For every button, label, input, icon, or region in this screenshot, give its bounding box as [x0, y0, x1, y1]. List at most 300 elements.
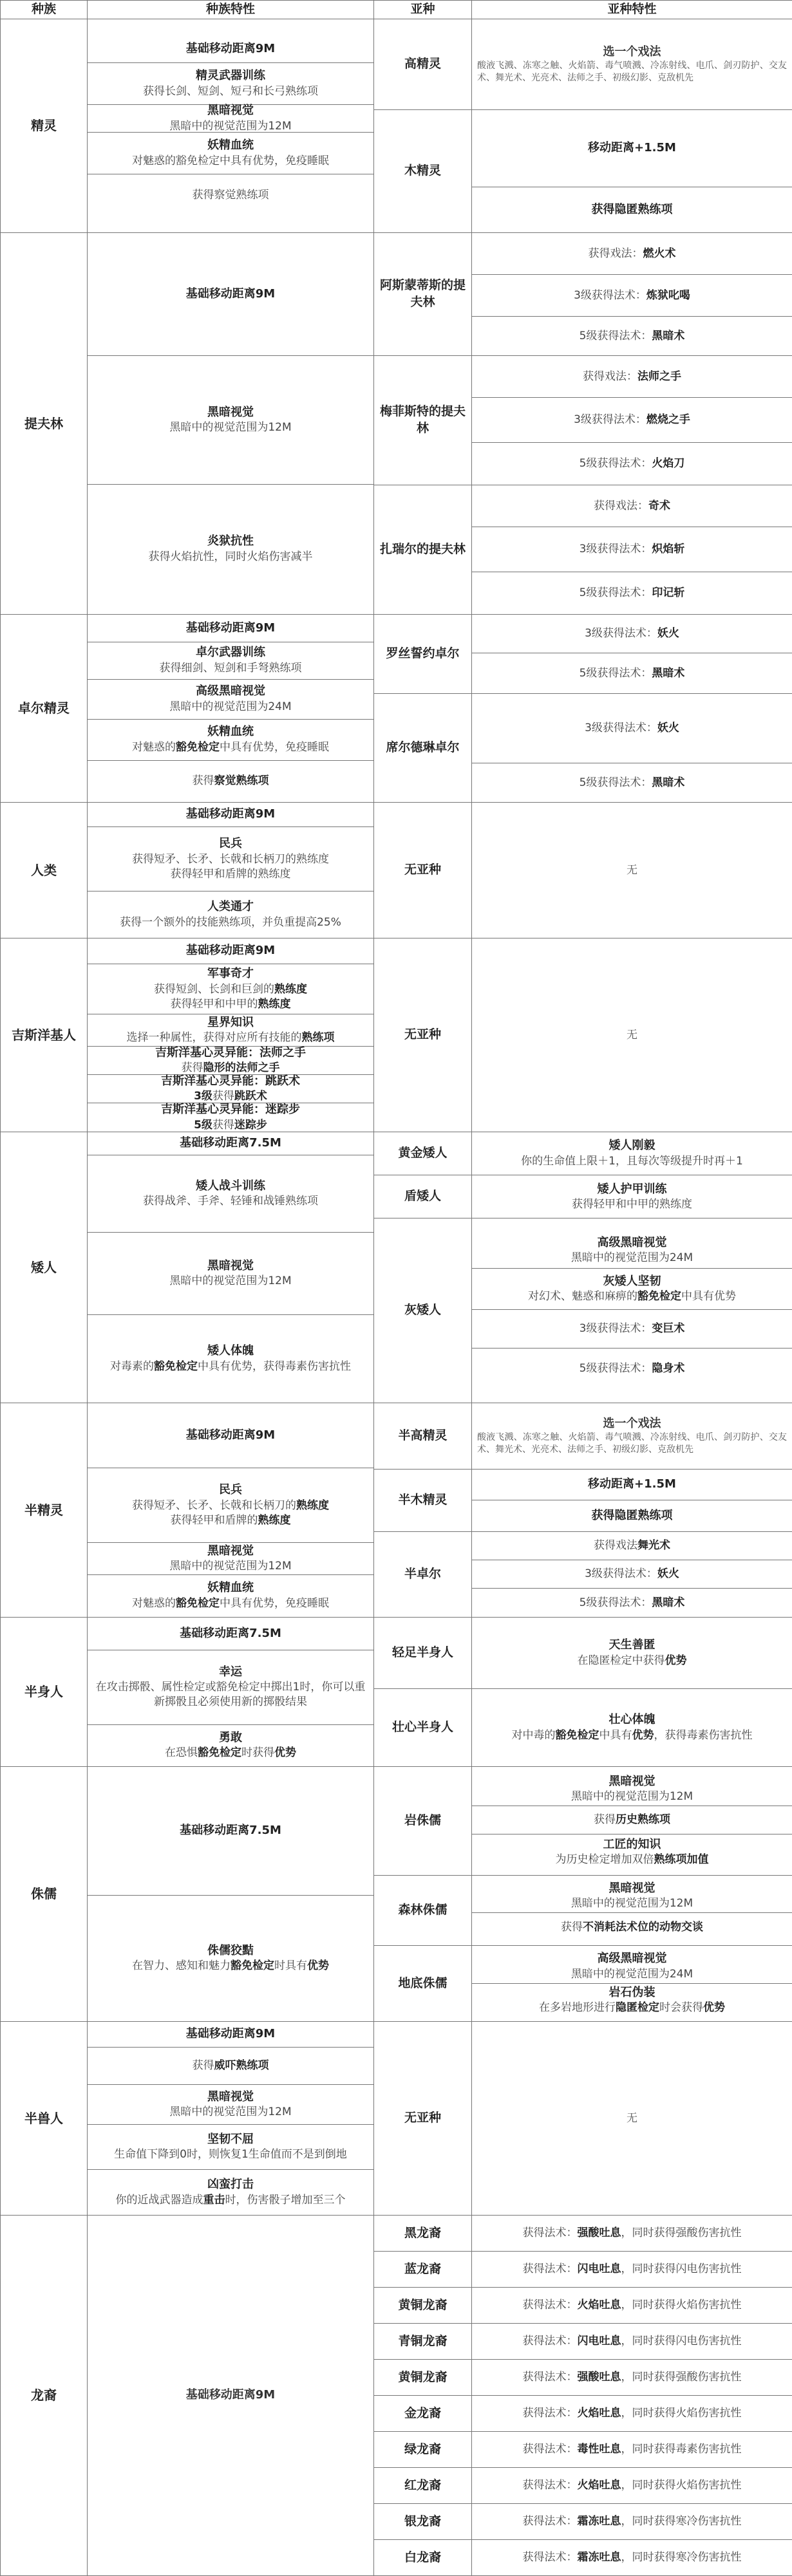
- subrace-traits: [472, 19, 792, 110]
- trait-block: [88, 1468, 373, 1543]
- trait-title-text: 妖精血统: [207, 725, 254, 738]
- trait-block: [472, 1233, 792, 1269]
- trait-desc-text: 黑暗中的视觉范围为12M: [169, 421, 291, 434]
- trait-line: [580, 776, 685, 790]
- trait-highlight: 火焰刀: [652, 457, 684, 470]
- trait-desc-text: 黑暗中的视觉范围为12M: [571, 1790, 693, 1803]
- subrace-traits: [472, 694, 792, 803]
- trait-block: [472, 1984, 792, 2017]
- trait-highlight: 黑暗术: [652, 1596, 684, 1609]
- trait-highlight: 豁免检定: [637, 1290, 681, 1303]
- trait-title: [207, 899, 254, 915]
- subrace-traits: [472, 1689, 792, 1767]
- trait-desc-text: 黑暗中的视觉范围为12M: [169, 1560, 291, 1573]
- trait-title-text: 壮心体魄: [609, 1713, 655, 1726]
- header-row: [1, 1, 792, 19]
- dragon-damage: 火焰: [676, 2479, 698, 2492]
- trait-desc-text: 获得短剑、长剑和巨剑的: [154, 983, 274, 996]
- trait-title-text: 岩石伪装: [609, 1986, 655, 1999]
- trait-line: [585, 1567, 679, 1582]
- trait-block: [88, 1618, 373, 1650]
- subrace-traits: [472, 2216, 792, 2252]
- trait-highlight: 豁免检定: [231, 1959, 274, 1972]
- trait-description: [571, 1789, 693, 1804]
- subrace-traits: [472, 2432, 792, 2468]
- trait-desc-text: 黑暗中的视觉范围为12M: [571, 1897, 693, 1910]
- trait-desc-text: 获得: [212, 1119, 234, 1132]
- subrace-name: 半高精灵: [374, 1403, 472, 1470]
- race-row: [1, 1618, 792, 1689]
- dragon-prefix: 获得法术：: [523, 2407, 578, 2420]
- dragon-prefix: 获得法术：: [523, 2335, 578, 2347]
- header-subrace: 亚种: [374, 1, 472, 19]
- trait-block: [472, 1834, 792, 1869]
- trait-desc-text: 你的近战武器造成: [116, 2194, 203, 2207]
- trait-title: 基础移动距离9M: [93, 2387, 368, 2403]
- trait-title: [196, 68, 265, 84]
- trait-block: [472, 1589, 792, 1617]
- subrace-name: 半木精灵: [374, 1470, 472, 1532]
- trait-title-text: 人类通才: [207, 900, 254, 913]
- trait-desc-text: 在恐惧: [165, 1746, 198, 1759]
- trait-block: [472, 233, 792, 275]
- trait-block: [472, 653, 792, 693]
- trait-block: [472, 1470, 792, 1500]
- trait-prefix: 5级获得法术：: [580, 457, 652, 470]
- trait-highlight: 变巨术: [652, 1322, 684, 1335]
- trait-highlight: 黑暗术: [652, 776, 684, 789]
- trait-desc-text: 选择一种属性，获得对应所有技能的: [127, 1031, 302, 1044]
- trait-desc-text: 获得一个额外的技能熟练项，并负重提高25%: [120, 916, 341, 929]
- subrace-traits: [472, 2468, 792, 2504]
- trait-highlight: 豁免检定: [556, 1729, 599, 1742]
- trait-prefix: 5级获得法术：: [580, 1362, 652, 1375]
- trait-block: [472, 187, 792, 232]
- trait-title-text: 天生善匿: [609, 1638, 655, 1652]
- subrace-name: 银龙裔: [374, 2504, 472, 2540]
- trait-title-text: 炎狱抗性: [207, 534, 254, 548]
- subrace-traits: 无: [472, 2022, 792, 2216]
- trait-title-text: 吉斯洋基心灵异能：迷踪步: [161, 1103, 300, 1116]
- trait-desc-text: 获得: [212, 1090, 234, 1103]
- trait-highlight: 豁免检定: [154, 1360, 198, 1373]
- trait-description: [160, 661, 302, 676]
- trait-block: [88, 2125, 373, 2170]
- trait-block: [88, 827, 373, 891]
- race-traits: [88, 19, 374, 233]
- trait-title: [207, 103, 254, 118]
- trait-prefix: 3级获得法术：: [580, 1322, 652, 1335]
- trait-block: [88, 485, 373, 613]
- dragon-breath: 霜冻吐息: [578, 2515, 621, 2528]
- dragon-damage: 火焰: [676, 2299, 698, 2311]
- trait-line: [580, 586, 685, 601]
- dragon-breath: 强酸吐息: [578, 2371, 621, 2384]
- trait-block: [472, 317, 792, 355]
- dragon-suffix: 伤害抗性: [698, 2443, 742, 2456]
- trait-block: [472, 1349, 792, 1388]
- header-race: 种族: [1, 1, 88, 19]
- trait-title: [207, 724, 254, 740]
- trait-desc-text: 黑暗中的视觉范围为24M: [169, 700, 291, 713]
- trait-title: [609, 1774, 655, 1789]
- trait-block: [88, 356, 373, 485]
- trait-description: [132, 1596, 329, 1611]
- trait-title-text: 矮人体魄: [207, 1344, 254, 1358]
- trait-block: [472, 19, 792, 109]
- header-subrace-traits: 亚种特性: [472, 1, 792, 19]
- race-traits: [88, 1132, 374, 1403]
- trait-block: [472, 1403, 792, 1469]
- dragon-suffix: 伤害抗性: [698, 2226, 742, 2239]
- trait-block: [88, 133, 373, 174]
- trait-description: [512, 1728, 753, 1743]
- trait-description: [120, 915, 341, 930]
- trait-title-text: 矮人战斗训练: [196, 1179, 265, 1193]
- dragon-damage: 强酸: [676, 2371, 698, 2384]
- subrace-traits: [472, 2360, 792, 2396]
- subrace-name: 地底侏儒: [374, 1946, 472, 2022]
- race-name: 半兽人: [1, 2022, 88, 2216]
- trait-title-text: 高级黑暗视觉: [598, 1952, 667, 1965]
- trait-title: [207, 2089, 254, 2105]
- trait-desc-text: 黑暗中的视觉范围为12M: [169, 2105, 291, 2118]
- dragon-mid: ，同时获得: [621, 2335, 676, 2347]
- trait-desc-text: 获得察觉熟练项: [193, 189, 269, 201]
- trait-highlight: 迷踪步: [234, 1119, 267, 1132]
- trait-block: [472, 1500, 792, 1531]
- trait-line: [580, 542, 685, 557]
- trait-highlight: 豁免检定: [198, 1746, 241, 1759]
- trait-desc-tail: 时，伤害骰子增加至三个: [225, 2194, 346, 2207]
- trait-description: [521, 1154, 743, 1169]
- trait-block: [88, 2170, 373, 2215]
- race-row: [1, 2022, 792, 2216]
- subrace-name: 蓝龙裔: [374, 2252, 472, 2288]
- trait-title-text: 基础移动距离9M: [186, 1428, 275, 1442]
- trait-title: [207, 1343, 254, 1359]
- subrace-name: 红龙裔: [374, 2468, 472, 2504]
- trait-highlight: 舞光术: [637, 1539, 670, 1552]
- trait-title-text: 基础移动距离9M: [186, 287, 275, 301]
- trait-highlight: 熟练度: [258, 1514, 291, 1527]
- trait-title: [588, 140, 676, 156]
- dragon-prefix: 获得法术：: [523, 2443, 578, 2456]
- trait-desc-text: 获得轻甲和盾牌的熟练度: [171, 868, 291, 881]
- trait-title-text: 基础移动距离9M: [186, 944, 275, 957]
- trait-line: [580, 1361, 685, 1376]
- subrace-name: 白龙裔: [374, 2540, 472, 2576]
- trait-level: 5级: [194, 1119, 212, 1132]
- dragon-prefix: 获得法术：: [523, 2226, 578, 2239]
- trait-description: [165, 1746, 296, 1760]
- trait-prefix: 3级获得法术：: [574, 289, 646, 302]
- trait-title-text: 获得: [592, 1509, 615, 1522]
- trait-title-text: 基础移动距离7.5M: [180, 1627, 281, 1640]
- trait-line: [585, 721, 679, 736]
- trait-block: [88, 1103, 373, 1132]
- dragon-mid: ，同时获得: [621, 2263, 676, 2275]
- trait-description: [93, 1680, 368, 1710]
- trait-desc-text: 获得火焰抗性，同时火焰伤害减半: [149, 550, 313, 563]
- subrace-name: 黄铜龙裔: [374, 2360, 472, 2396]
- subrace-traits: [472, 1175, 792, 1218]
- trait-desc-text: 获得轻甲和中甲的: [171, 998, 258, 1011]
- trait-prefix: 3级获得法术：: [585, 1567, 657, 1580]
- trait-title-text: 基础移动距离9M: [186, 2027, 275, 2040]
- trait-title-text: 妖精血统: [207, 138, 254, 152]
- trait-title: [161, 1102, 300, 1117]
- dragon-breath: 火焰吐息: [578, 2299, 621, 2311]
- dragon-prefix: 获得法术：: [523, 2551, 578, 2564]
- trait-desc-text: 对中毒的: [512, 1729, 556, 1742]
- trait-title-text: 基础移动距离7.5M: [180, 1136, 281, 1150]
- trait-title: 选一个戏法: [603, 44, 661, 60]
- trait-desc-text: 生命值下降到0时，则恢复1生命值而不是到倒地: [114, 2148, 347, 2161]
- race-name: 矮人: [1, 1132, 88, 1403]
- trait-description: [154, 982, 307, 997]
- trait-title-text: 民兵: [219, 837, 242, 850]
- trait-prefix: 获得戏法：: [594, 499, 648, 512]
- subrace-name: 无亚种: [374, 2022, 472, 2216]
- subrace-name: 金龙裔: [374, 2396, 472, 2432]
- trait-block: [472, 1689, 792, 1766]
- trait-title: [207, 1258, 254, 1274]
- trait-desc-text: 获得轻甲和盾牌的: [171, 1514, 258, 1527]
- trait-highlight: 优势: [307, 1959, 329, 1972]
- trait-highlight: 豁免检定: [176, 741, 220, 754]
- trait-line: [580, 329, 685, 344]
- dragon-breath: 闪电吐息: [578, 2263, 621, 2275]
- dragon-suffix: 伤害抗性: [698, 2263, 742, 2275]
- race-name: 精灵: [1, 19, 88, 233]
- trait-title: [186, 621, 275, 636]
- trait-title: [219, 836, 242, 852]
- trait-description: [132, 852, 329, 867]
- trait-description: [571, 1967, 693, 1982]
- trait-highlight: 历史熟练项: [616, 1813, 670, 1826]
- trait-title-text: 移动距离+1.5M: [588, 141, 676, 154]
- trait-block: [472, 1532, 792, 1560]
- trait-line: [580, 456, 685, 471]
- trait-title: [609, 1881, 655, 1896]
- dragon-suffix: 伤害抗性: [698, 2371, 742, 2384]
- race-row: [1, 1132, 792, 1175]
- trait-title: [598, 1182, 667, 1197]
- trait-description: [132, 1498, 329, 1513]
- trait-block: [88, 1132, 373, 1155]
- trait-block: [88, 1725, 373, 1766]
- trait-title: [207, 966, 254, 982]
- trait-title-text: 民兵: [219, 1483, 242, 1497]
- trait-title: [207, 1580, 254, 1596]
- dragon-suffix: 伤害抗性: [698, 2299, 742, 2311]
- trait-prefix: 获得: [594, 1813, 616, 1826]
- trait-desc-text: 在攻击掷骰、属性检定或豁免检定中掷出1时，你可以重新掷骰且必须使用新的掷骰结果: [96, 1681, 366, 1708]
- trait-description: [193, 2058, 269, 2073]
- trait-title: [603, 1837, 661, 1853]
- trait-description: [143, 84, 318, 99]
- trait-title-text: 勇敢: [219, 1731, 242, 1744]
- race-traits: [88, 1767, 374, 2022]
- trait-title: [180, 1135, 281, 1151]
- trait-highlight: 察觉熟练项: [214, 774, 269, 787]
- subrace-name: 绿龙裔: [374, 2432, 472, 2468]
- trait-line: [594, 1813, 670, 1827]
- trait-block: [472, 1773, 792, 1806]
- trait-highlight: 炼狱叱喝: [646, 289, 690, 302]
- dragon-breath: 火焰吐息: [578, 2479, 621, 2492]
- trait-prefix: 5级获得法术：: [580, 667, 652, 680]
- subrace-name: 罗丝誓约卓尔: [374, 615, 472, 694]
- trait-block: [472, 1269, 792, 1310]
- trait-title-text: 坚韧不屈: [207, 2133, 254, 2146]
- trait-line: [594, 499, 670, 514]
- subrace-name: 半卓尔: [374, 1532, 472, 1618]
- trait-desc-text: 对幻术、魅惑和麻痹的: [528, 1290, 637, 1303]
- trait-description: [578, 1654, 687, 1668]
- trait-desc-text: 黑暗中的视觉范围为12M: [169, 120, 291, 133]
- trait-desc-text: 获得: [193, 2059, 214, 2072]
- subrace-name: 无亚种: [374, 803, 472, 938]
- trait-title: [207, 1015, 254, 1031]
- trait-highlight: 不消耗法术位的动物交谈: [583, 1921, 703, 1934]
- trait-description: [110, 1359, 351, 1374]
- trait-block: [472, 527, 792, 572]
- race-name: 吉斯洋基人: [1, 938, 88, 1132]
- dragon-mid: ，同时获得: [621, 2551, 676, 2564]
- trait-desc-text: 黑暗中的视觉范围为12M: [169, 1274, 291, 1287]
- trait-block: [88, 1650, 373, 1725]
- trait-description: [116, 2193, 346, 2208]
- trait-title-text: 基础移动距离9M: [186, 621, 275, 635]
- dragon-breath: 强酸吐息: [578, 2226, 621, 2239]
- trait-block: [88, 2085, 373, 2125]
- trait-title: [609, 1985, 655, 2001]
- trait-highlight: 隐匿检定: [616, 2001, 659, 2014]
- trait-title: [186, 807, 275, 822]
- race-traits: [88, 938, 374, 1132]
- trait-title: [609, 1712, 655, 1728]
- subrace-traits: [472, 356, 792, 485]
- trait-block: [88, 938, 373, 964]
- trait-title: [196, 684, 265, 699]
- trait-title-text: 黑暗视觉: [609, 1881, 655, 1895]
- trait-description: [571, 1896, 693, 1911]
- trait-title: [207, 1943, 254, 1959]
- trait-title: [588, 1477, 676, 1492]
- race-traits: [88, 2216, 374, 2576]
- trait-description: [572, 1197, 692, 1212]
- subrace-name: 梅菲斯特的提夫林: [374, 356, 472, 485]
- trait-title-text: 黑暗视觉: [207, 406, 254, 419]
- trait-title: [598, 1951, 667, 1966]
- trait-highlight: 法师之手: [637, 370, 681, 383]
- trait-highlight: 燃火术: [643, 247, 676, 260]
- race-traits: [88, 233, 374, 615]
- dragon-damage: 闪电: [676, 2263, 698, 2275]
- trait-desc-tail: 时获得: [241, 1746, 274, 1759]
- trait-description: [193, 188, 269, 203]
- subrace-name: 盾矮人: [374, 1175, 472, 1218]
- trait-description: [132, 154, 329, 169]
- trait-desc-text: 黑暗中的视觉范围为24M: [571, 1251, 693, 1264]
- trait-block: [472, 1618, 792, 1688]
- trait-line: [583, 369, 681, 384]
- trait-desc-text: 你的生命值上限＋1，且每次等级提升时再＋1: [521, 1155, 743, 1168]
- trait-level: 3级: [194, 1090, 212, 1103]
- trait-desc-tail: 中具有优势: [681, 1290, 736, 1303]
- race-name: 半身人: [1, 1618, 88, 1767]
- trait-desc-text: 获得: [182, 1061, 203, 1074]
- trait-line: [580, 666, 685, 681]
- dragon-mid: ，同时获得: [621, 2479, 676, 2492]
- trait-highlight: 熟练度: [258, 998, 291, 1011]
- dragon-damage: 火焰: [676, 2407, 698, 2420]
- trait-desc-text: 获得长剑、短剑、短弓和长弓熟练项: [143, 85, 318, 98]
- trait-highlight: 隐形的法师之手: [203, 1061, 280, 1074]
- trait-description: [193, 774, 269, 789]
- dragon-damage: 寒冷: [676, 2551, 698, 2564]
- trait-description: [169, 420, 291, 435]
- subrace-traits: [472, 1470, 792, 1532]
- race-name: 半精灵: [1, 1403, 88, 1618]
- race-name: 龙裔: [1, 2216, 88, 2576]
- trait-desc-text: 获得短矛、长矛、长戟和长柄刀的: [132, 1499, 296, 1512]
- trait-title: [196, 645, 265, 660]
- trait-prefix: 3级获得法术：: [574, 413, 646, 426]
- trait-prefix: 5级获得法术：: [580, 330, 652, 342]
- trait-block: [88, 642, 373, 680]
- trait-title: [219, 1482, 242, 1498]
- trait-prefix: 3级获得法术：: [585, 722, 657, 734]
- race-traits: [88, 803, 374, 938]
- dragon-breath: 闪电吐息: [578, 2335, 621, 2347]
- trait-highlight: 隐身术: [652, 1362, 684, 1375]
- trait-description: [528, 1289, 736, 1304]
- trait-desc-text: 获得细剑、短剑和手弩熟练项: [160, 662, 302, 675]
- trait-desc-tail: ，获得毒素伤害抗性: [654, 1729, 753, 1742]
- subrace-name: 席尔德琳卓尔: [374, 694, 472, 803]
- trait-block: [472, 1310, 792, 1349]
- trait-highlight: 豁免检定: [176, 1597, 220, 1610]
- trait-title-text: 基础移动距离9M: [186, 807, 275, 821]
- subrace-traits: [472, 2288, 792, 2324]
- dragon-mid: ，同时获得: [621, 2443, 676, 2456]
- trait-desc-text: 黑暗中的视觉范围为24M: [571, 1968, 693, 1981]
- subrace-name: 壮心半身人: [374, 1689, 472, 1767]
- dragon-suffix: 伤害抗性: [698, 2515, 742, 2528]
- trait-block: [88, 1315, 373, 1403]
- trait-description: [171, 1513, 291, 1528]
- trait-title-text: 吉斯洋基心灵异能：法师之手: [155, 1046, 306, 1059]
- trait-highlight: 熟练度: [296, 1499, 329, 1512]
- subrace-name: 阿斯蒙蒂斯的提夫林: [374, 233, 472, 356]
- trait-title: [180, 1626, 281, 1641]
- race-name: 提夫林: [1, 233, 88, 615]
- trait-line: [561, 1920, 703, 1935]
- trait-title-text: 工匠的知识: [603, 1838, 661, 1851]
- trait-description: [114, 2147, 347, 2162]
- trait-highlight: 燃烧之手: [646, 413, 690, 426]
- subrace-traits: [472, 1876, 792, 1946]
- trait-block: [88, 1896, 373, 2021]
- trait-description: [171, 867, 291, 882]
- trait-title-text: 高级黑暗视觉: [196, 684, 265, 698]
- subrace-traits: [472, 2504, 792, 2540]
- trait-title: [186, 41, 275, 57]
- trait-highlight: 隐匿熟练项: [615, 1509, 673, 1522]
